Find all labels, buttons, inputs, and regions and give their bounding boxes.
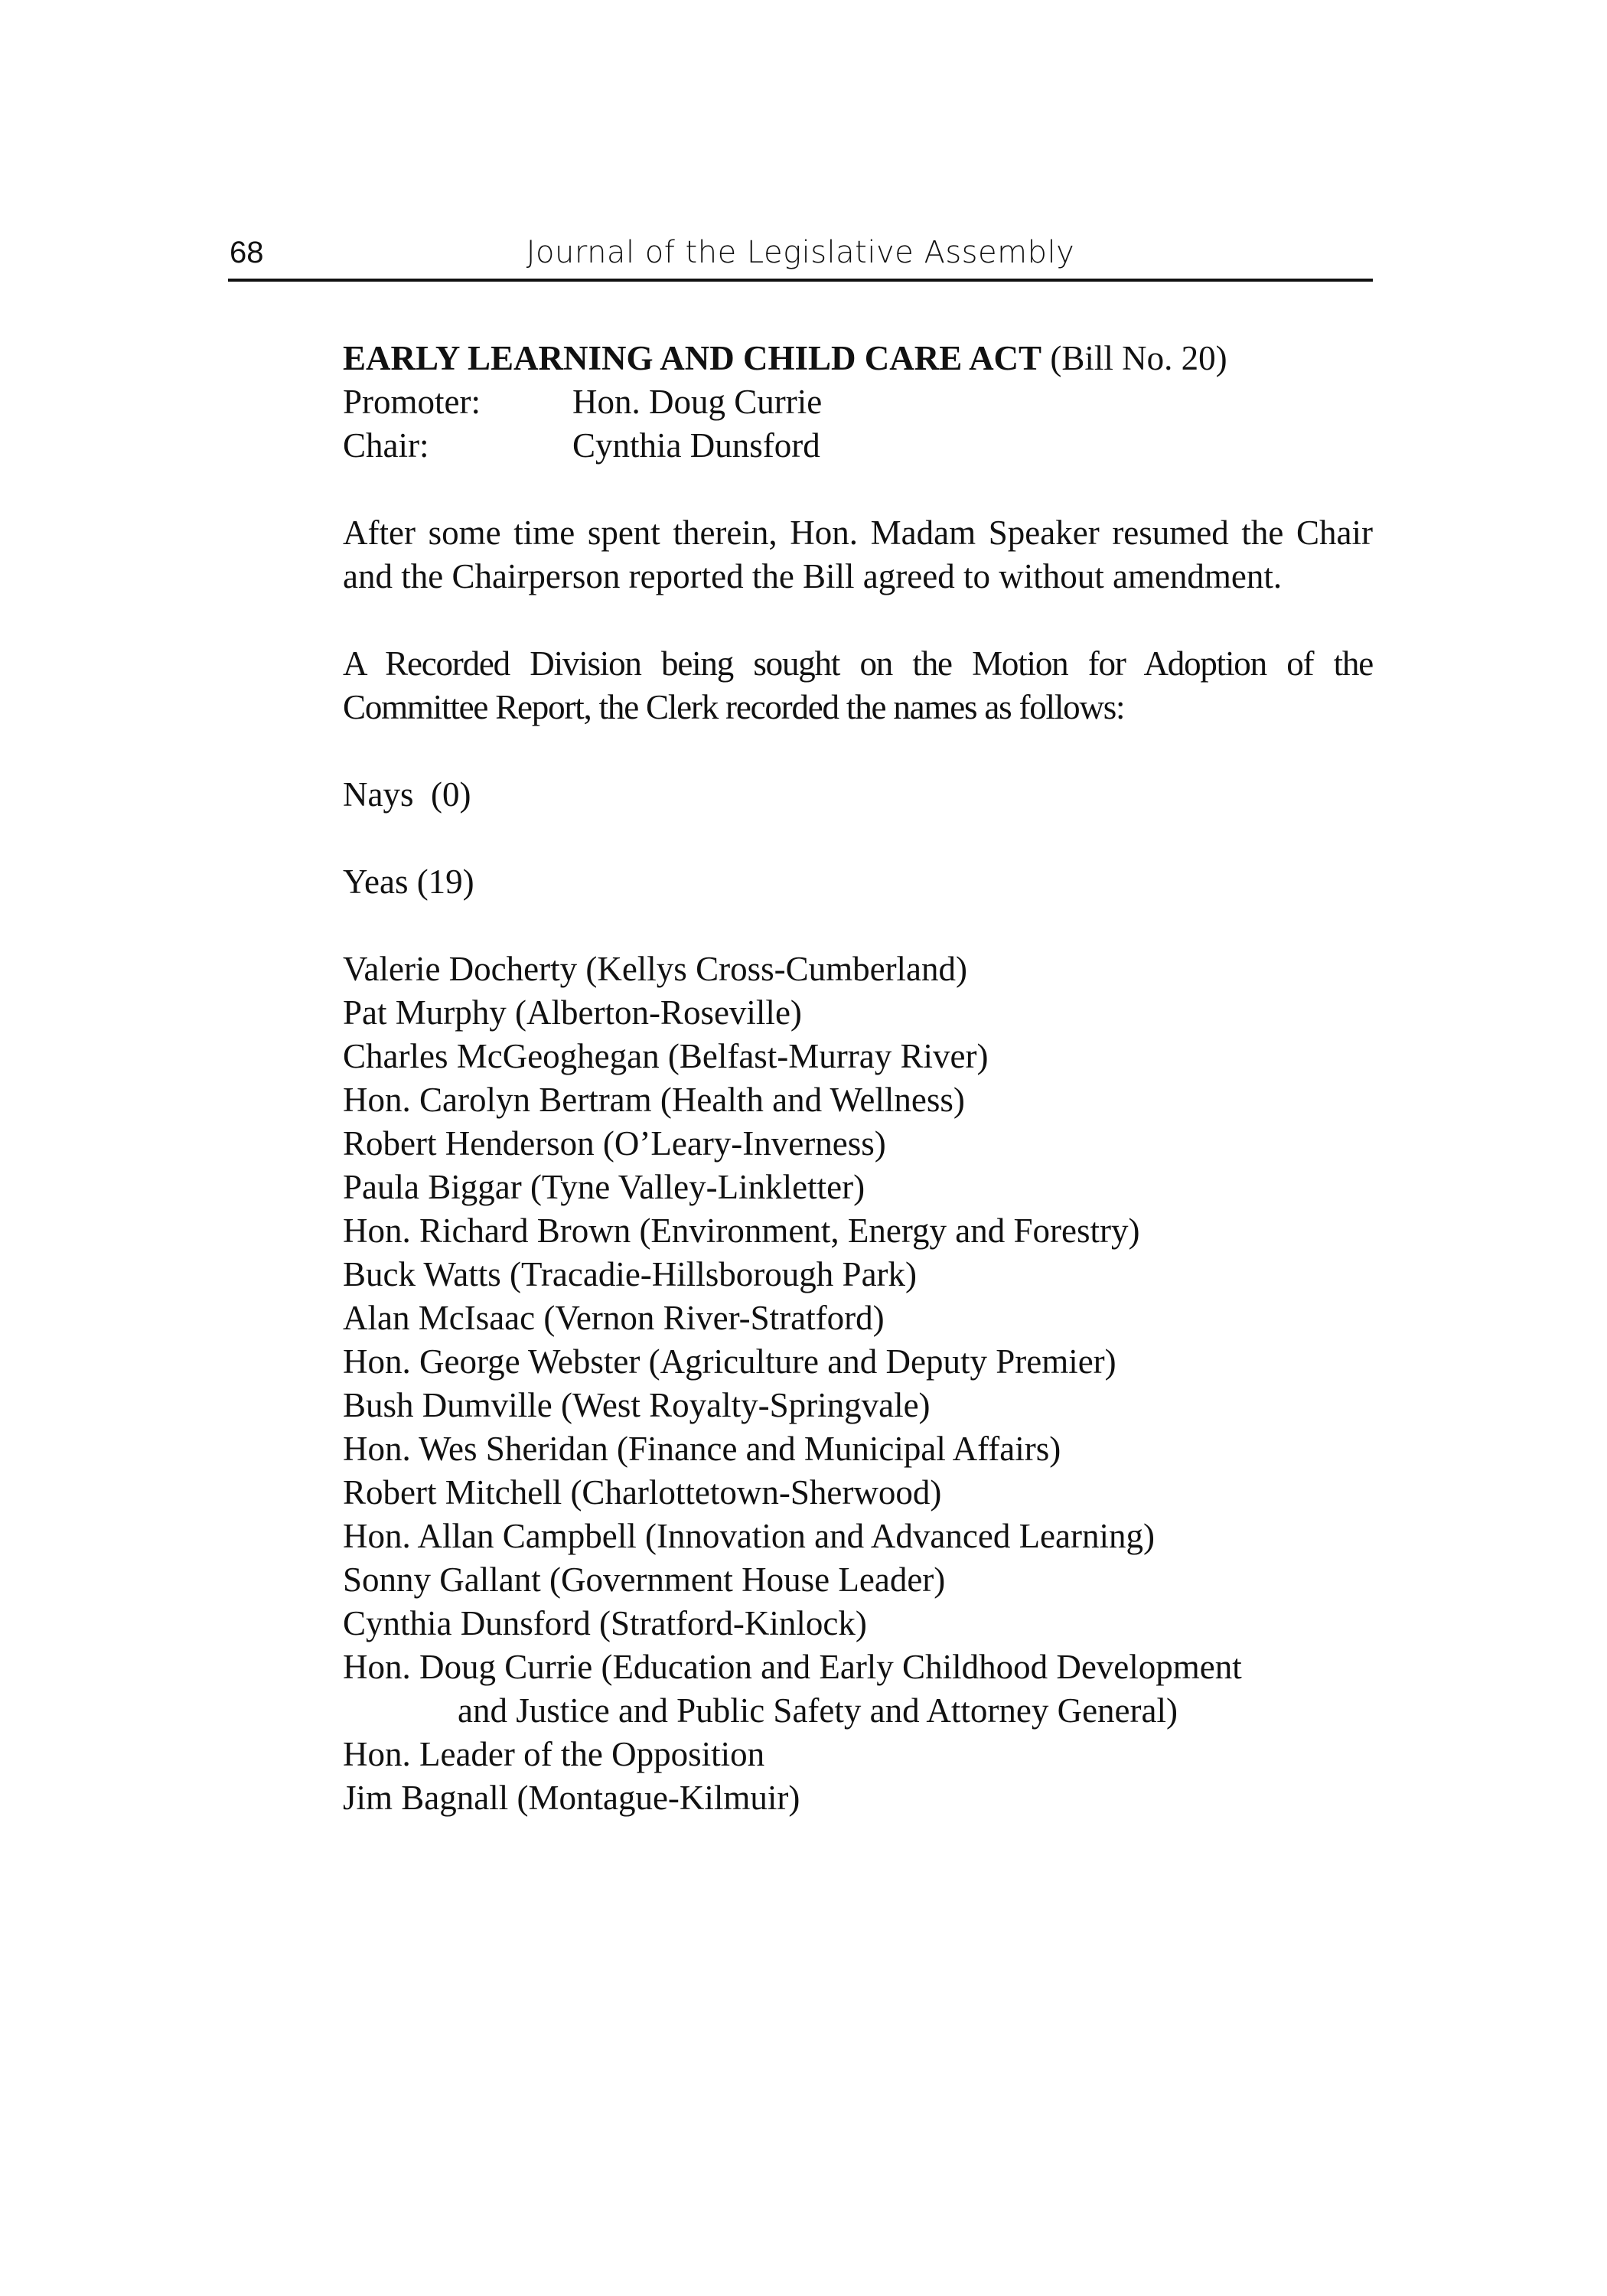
- list-item-continuation: [343, 1689, 1373, 1733]
- bill-heading: [343, 337, 1373, 380]
- list-item: Robert Mitchell (Charlottetown-Sherwood): [343, 1473, 942, 1512]
- running-header: [228, 231, 1373, 282]
- list-item: Hon. Richard Brown (Environment, Energy and Forestry): [343, 1212, 1140, 1250]
- list-item: Hon. Doug Currie (Education and Early Childhood Development: [343, 1648, 1242, 1686]
- list-item: Sonny Gallant (Government House Leader): [343, 1561, 946, 1599]
- promoter-row: [343, 380, 1373, 424]
- bill-title: EARLY LEARNING AND CHILD CARE ACT: [343, 339, 1042, 377]
- journal-entry: [343, 337, 1373, 1820]
- list-item: Robert Henderson (O’Leary-Inverness): [343, 1124, 886, 1163]
- report-paragraph: After some time spent therein, Hon. Madam Speaker resumed the Chair and the Chairperson reported the Bill agreed to without amendment.: [343, 514, 1373, 595]
- promoter-label: Promoter:: [343, 383, 481, 421]
- list-item: Jim Bagnall (Montague-Kilmuir): [343, 1779, 800, 1817]
- spacer: [343, 468, 1373, 511]
- list-item: Hon. Wes Sheridan (Finance and Municipal Affairs): [343, 1430, 1061, 1468]
- list-item: Alan McIsaac (Vernon River-Stratford): [343, 1299, 885, 1337]
- yeas-member-list: [343, 947, 1373, 1820]
- spacer: [343, 729, 1373, 773]
- list-item: Bush Dumville (West Royalty-Springvale): [343, 1386, 931, 1424]
- spacer: [343, 598, 1373, 642]
- yeas-count: Yeas (19): [343, 863, 474, 901]
- promoter-name: Hon. Doug Currie: [572, 383, 823, 421]
- list-item: Cynthia Dunsford (Stratford-Kinlock): [343, 1604, 867, 1642]
- running-title: Journal of the Legislative Assembly: [526, 235, 1075, 270]
- chair-label: Chair:: [343, 426, 429, 465]
- list-item: Hon. Leader of the Opposition: [343, 1735, 765, 1773]
- list-item: Hon. Allan Campbell (Innovation and Advanced Learning): [343, 1517, 1155, 1555]
- page-number: 68: [230, 236, 264, 269]
- list-item: Charles McGeoghegan (Belfast-Murray River): [343, 1037, 989, 1075]
- list-item: Buck Watts (Tracadie-Hillsborough Park): [343, 1255, 918, 1293]
- list-item: Valerie Docherty (Kellys Cross-Cumberland): [343, 950, 968, 988]
- chair-row: [343, 424, 1373, 468]
- spacer: [343, 904, 1373, 947]
- continuation-text: and Justice and Public Safety and Attorney General): [458, 1691, 1178, 1730]
- list-item: Pat Murphy (Alberton-Roseville): [343, 993, 802, 1032]
- division-paragraph: A Recorded Division being sought on the Motion for Adoption of the Committee Report, the Clerk recorded the names as follows:: [343, 644, 1373, 726]
- nays-count: Nays (0): [343, 775, 471, 814]
- list-item: Paula Biggar (Tyne Valley-Linkletter): [343, 1168, 865, 1206]
- list-item: Hon. George Webster (Agriculture and Deputy Premier): [343, 1342, 1116, 1381]
- list-item: Hon. Carolyn Bertram (Health and Wellness): [343, 1081, 965, 1119]
- chair-name: Cynthia Dunsford: [572, 426, 820, 465]
- bill-number: (Bill No. 20): [1050, 339, 1227, 377]
- spacer: [343, 817, 1373, 860]
